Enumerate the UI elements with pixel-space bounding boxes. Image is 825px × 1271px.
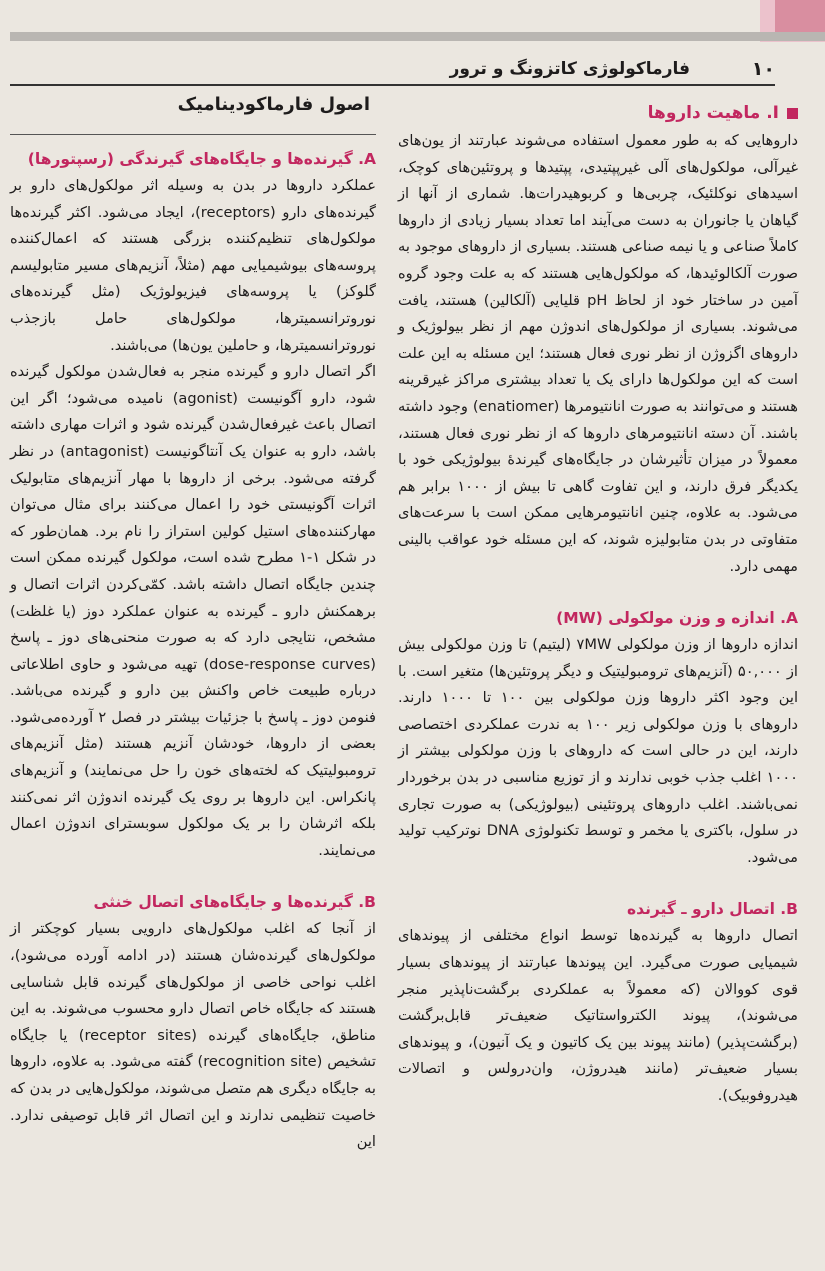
section-marker [787,108,798,119]
subsection-b-title: B. اتصال دارو ـ گیرنده [626,900,798,919]
subsection-a-body: اندازه داروها از وزن مولکولی ۷MW (لیتیم) تا وزن مولکولی بیش از ۵۰,۰۰۰ (آنزیم‌های ترومبولیتیک و دیگر پروتئین‌ها) متغیر است. با این وجود اکثر داروها وزن مولکولی بین ۱۰۰ تا ۱۰۰۰ دارند. داروهای با وزن مولکولی زیر ۱۰۰ به ندرت عملکردی اختصاصی دارند، این در حالی است که داروهای با وزن مولکولی بیشتر از ۱۰۰۰ اغلب جذب خوبی ندارند و از توزیع مناسبی در بدن برخوردار نمی‌باشند. اغلب داروهای پروتئینی (بیولوژیکی) به صورت تجاری در سلول، باکتری یا مخمر و توسط تکنولوژی DNA نوترکیب تولید می‌شود. [398,636,799,866]
book-title: فارماکولوژی کاتزونگ و ترور [449,59,690,79]
subsection-a-title: A. اندازه و وزن مولکولی (MW) [556,609,798,628]
left-subsection-a-title: A. گیرنده‌ها و جایگاه‌های گیرندگی (رسپتورها) [27,150,376,168]
section-title-text: I. ماهیت داروها [647,103,779,123]
section-title [398,98,798,128]
left-subsection-b-body: از آنجا که اغلب مولکول‌های دارویی بسیار کوچکتر از مولکول‌های گیرنده‌شان هستند (در ادامه آورده می‌شود)، اغلب نواحی خاصی از مولکول‌های گیرنده قابل شناسایی هستند که جایگاه خاص اتصال دارو محسوب می‌شوند. به این مناطق، جایگاه‌های گیرنده (receptor sites) یا جایگاه تشخیص (recognition site) گفته می‌شود. به علاوه، داروها به جایگاه دیگری هم متصل می‌شوند، مولکول‌هایی در بدن که خاصیت تنظیمی ندارند و این اتصال اثر قابل توصیفی ندارد. این [10,920,376,1151]
left-subsection-a-p1: عملکرد داروها در بدن به وسیله اثر مولکول‌های دارو بر گیرنده‌های دارو (receptors)، ایجاد می‌شود. اکثر گیرنده‌ها مولکول‌های تنظیم‌کننده بزرگی هستند که اعمال‌کننده پروسه‌های بیوشیمیایی مهم (مثلاً، آنزیم‌های مسیر متابولیسم گلوکز) یا پروسه‌های فیزیولوژیک (مثل گیرنده‌های نوروترانسمیترها، مولکول‌های حامل بازجذب نوروترانسمیترها، و حاملین یون‌ها) می‌باشند. [10,177,376,354]
intro-paragraph: داروهایی که به طور معمول استفاده می‌شوند عبارتند از یون‌های غیرآلی، مولکول‌های آلی غیرپپتیدی، پپتیدها و پروتئین‌های کوچک، اسیدهای نوکلئیک، چربی‌ها و کربوهیدرات‌ها. شماری از آنها از گیاهان یا جانوران به دست می‌آیند اما تعداد بسیار زیادی از داروها کاملاً صناعی و یا نیمه صناعی هستند. بسیاری از داروهای موجود به صورت آلکالوئیدها، که مولکول‌هایی هستند که به علت وجود گروه آمین در ساختار خود از لحاظ pH قلیایی (آلکالین) هستند، یافت می‌شوند. بسیاری از مولکول‌های اندوژن مهم از نظر بیولوژیک و داروهای اگزوژن از نظر نوری فعال هستند؛ این مسئله به این علت است که این مولکول‌ها دارای یک یا تعداد بیشتری مراکز غیرقرینه هستند و می‌توانند به صورت انانتیومرها (enatiomer) وجود داشته باشند. آن دسته انانتیومرهای داروها که از نظر نوری فعال هستند، معمولاً در میزان تأثیرشان در جایگاه‌های گیرندهٔ بیولوژیکی خود با یکدیگر فرق دارند، و این تفاوت گاهی تا بیش از ۱۰۰۰ برابر هم می‌شود. به علاوه، چنین انانتیومرهایی ممکن است با سرعت‌های متفاوتی در بدن متابولیزه شوند، که این مسئله خود عواقب بالینی مهمی دارد. [398,132,799,575]
subsection-b-body: اتصال داروها به گیرنده‌ها توسط انواع مختلفی از پیوندهای شیمیایی صورت می‌گیرد. این پیوندها عبارتند از پیوندهای بسیار قوی کووالان (که معمولاً به عملکردی برگشت‌ناپذیر منجر می‌شوند)، پیوند الکترواستاتیک ضعیف‌تر قابل‌برگشت (برگشت‌پذیر) (مانند پیوند بین یک کاتیون و یک آنیون)، و پیوندهای بسیار ضعیف‌تر (مانند هیدروژن، وان‌درولس و اتصالات هیدروفوبیک). [398,927,798,1104]
left-column [10,88,376,1258]
chapter-section-heading [10,88,376,135]
left-subsection-b-title: B. گیرنده‌ها و جایگاه‌های اتصال خنثی [93,893,376,912]
header-bar [10,32,825,41]
left-subsection-a-p2: اگر اتصال دارو و گیرنده منجر به فعال‌شدن مولکول گیرنده شود، دارو آگونیست (agonist) نامیده می‌شود؛ اگر این اتصال باعث غیرفعال‌شدن گیرنده شود و اثرات مهاری داشته باشد، دارو به عنوان یک آنتاگونیست (antagonist) در نظر گرفته می‌شود. برخی از داروها با مهار آنزیم‌های متابولیک اثرات آگونیستی خود را اعمال می‌کنند برای مثال می‌توان مهارکننده‌های استیل کولین استراز را نام برد. همان‌طور که در شکل ۱-۱ مطرح شده است، مولکول گیرنده ممکن است چندین جایگاه اتصال داشته باشد. کمّی‌کردن اثرات اتصال و برهمکنش دارو ـ گیرنده به عنوان عملکرد دوز (یا غلظت) مشخص، نتایجی دارد که به صورت منحنی‌های دوز ـ پاسخ (dose-response curves) تهیه می‌شود و حاوی اطلاعاتی درباره طبیعت خاص واکنش بین دارو و گیرنده می‌باشد. فنومن دوز ـ پاسخ با جزئیات بیشتر در فصل ۲ آورده‌می‌شود. بعضی از داروها، خودشان آنزیم هستند (مثل آنزیم‌های ترومبولیتیک که لخته‌های خون را حل می‌نمایند) و آنزیم‌های پانکراس. این داروها بر روی یک گیرنده اندوژن اثر نمی‌کنند بلکه اثرشان را بر یک مولکول سوبسترای اندوژن اعمال می‌نمایند. [10,363,377,859]
page-header [10,52,775,86]
page-number: ۱۰ [751,58,775,80]
right-column [398,98,798,1258]
chapter-section-title: اصول فارماکودینامیک [177,94,370,115]
